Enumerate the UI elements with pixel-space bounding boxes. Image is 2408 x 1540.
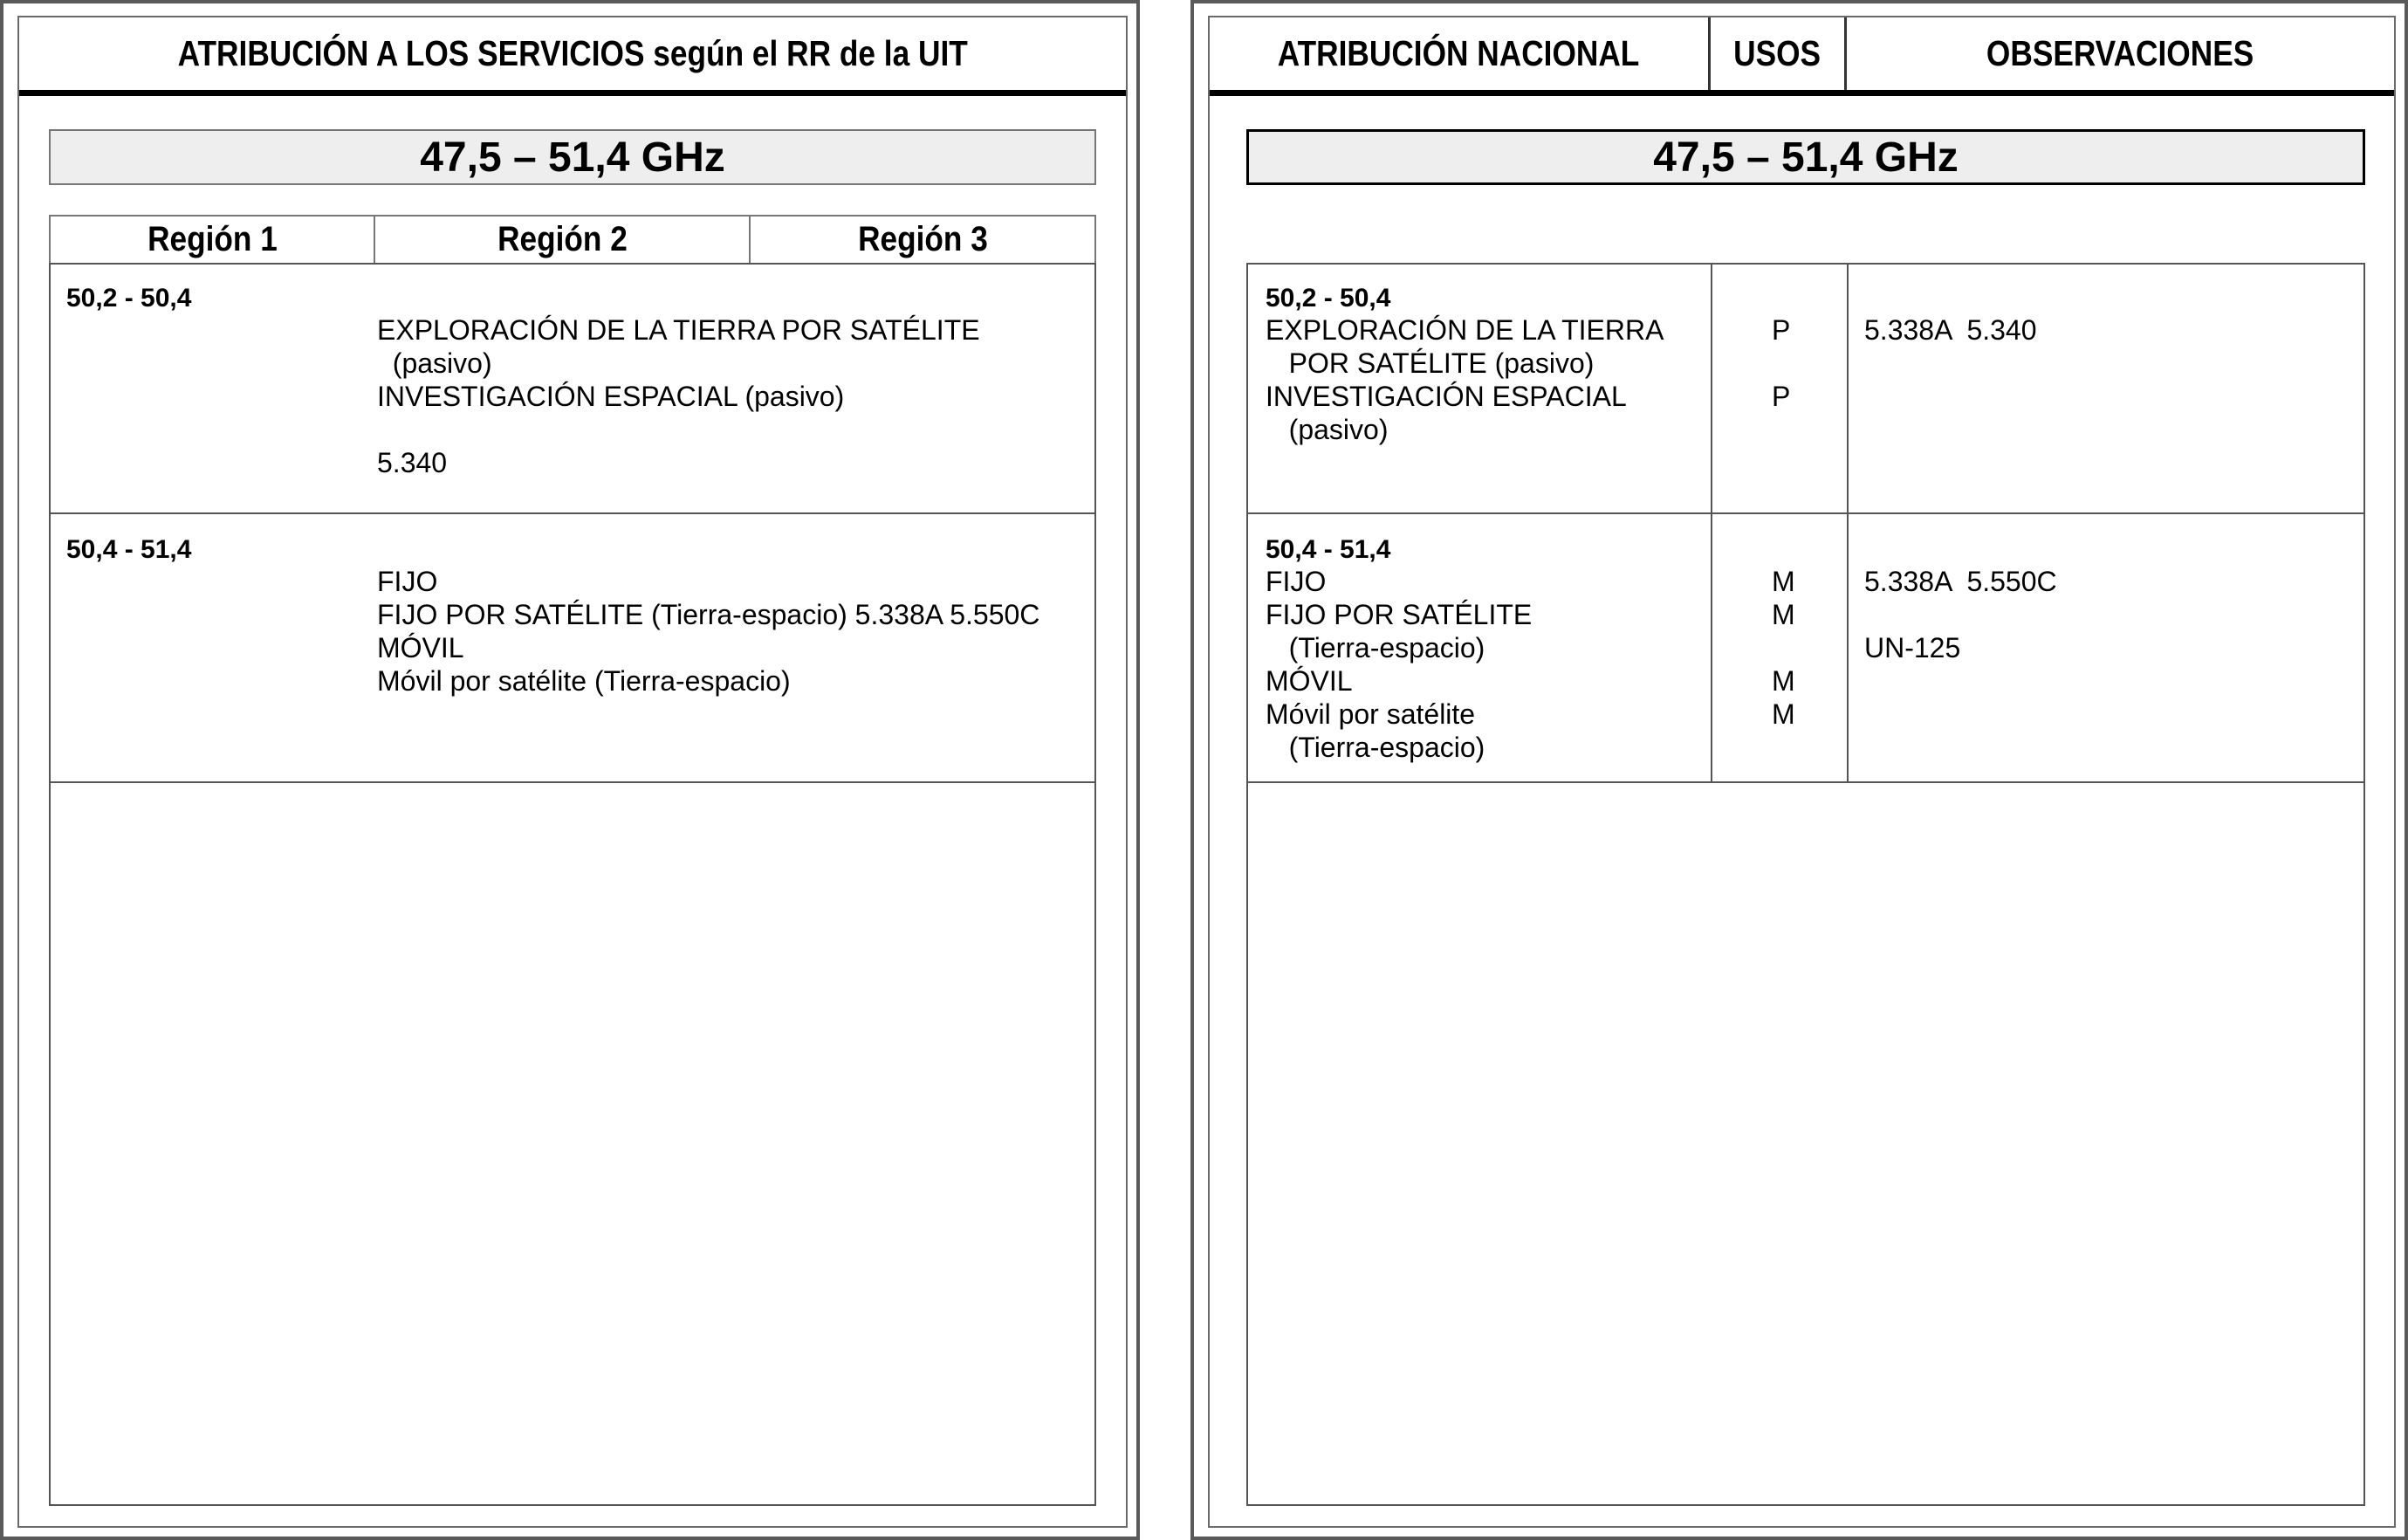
footnote-ref: 5.340	[377, 447, 448, 478]
region-1-header: Región 1	[51, 217, 375, 263]
service-line: INVESTIGACIÓN ESPACIAL (pasivo)	[377, 381, 845, 412]
frequency-range: 50,4 - 51,4	[1266, 535, 1391, 564]
usage-code: M	[1772, 599, 1795, 630]
table-row	[1248, 265, 2363, 514]
national-allocation-frame	[1208, 16, 2396, 1528]
region-3-header: Región 3	[857, 220, 988, 258]
service-line: (pasivo)	[377, 347, 492, 379]
table-row	[51, 514, 1094, 783]
service-line: MÓVIL	[1266, 665, 1353, 697]
service-line: FIJO	[377, 566, 438, 597]
table-row	[1248, 514, 2363, 783]
itu-allocation-table	[49, 263, 1096, 1506]
observation-text: 5.338A 5.550C	[1864, 566, 2057, 597]
service-line: FIJO POR SATÉLITE	[1266, 599, 1533, 630]
frequency-range: 50,2 - 50,4	[66, 284, 192, 313]
service-line: INVESTIGACIÓN ESPACIAL	[1266, 381, 1627, 412]
service-line: MÓVIL	[377, 632, 464, 663]
frequency-range: 50,2 - 50,4	[1266, 284, 1391, 313]
national-allocation-header	[1210, 17, 2394, 96]
service-line: EXPLORACIÓN DE LA TIERRA POR SATÉLITE	[377, 314, 980, 346]
usage-code: M	[1772, 665, 1795, 697]
service-line: (Tierra-espacio)	[1266, 732, 1485, 763]
table-row	[51, 265, 1094, 514]
region-2-header: Región 2	[375, 217, 751, 263]
service-line: EXPLORACIÓN DE LA TIERRA	[1266, 314, 1664, 346]
itu-allocation-frame	[17, 16, 1128, 1528]
observaciones-header: OBSERVACIONES	[1986, 33, 2254, 73]
national-allocation-table	[1246, 263, 2365, 1506]
usage-code: P	[1772, 381, 1791, 412]
usos-header: USOS	[1711, 17, 1847, 90]
itu-allocation-title: ATRIBUCIÓN A LOS SERVICIOS según el RR de la UIT	[177, 33, 968, 73]
region-header-row	[49, 215, 1096, 265]
service-line: Móvil por satélite (Tierra-espacio)	[377, 665, 791, 697]
usage-code: P	[1772, 314, 1791, 346]
service-line: POR SATÉLITE (pasivo)	[1266, 347, 1595, 379]
frequency-band-title: 47,5 – 51,4 GHz	[1246, 129, 2365, 185]
service-line: (pasivo)	[1266, 414, 1389, 445]
national-allocation-panel	[1190, 0, 2408, 1540]
observation-text: UN-125	[1864, 632, 1961, 663]
frequency-range: 50,4 - 51,4	[66, 535, 192, 564]
usage-code: M	[1772, 566, 1795, 597]
itu-allocation-panel	[0, 0, 1140, 1540]
itu-allocation-header	[19, 17, 1126, 96]
observation-text: 5.338A 5.340	[1864, 314, 2037, 346]
atribucion-nacional-header: ATRIBUCIÓN NACIONAL	[1210, 17, 1711, 90]
usage-code: M	[1772, 698, 1795, 730]
service-line: FIJO	[1266, 566, 1327, 597]
service-line: FIJO POR SATÉLITE (Tierra-espacio) 5.338A 5.550C	[377, 599, 1040, 630]
service-line: (Tierra-espacio)	[1266, 632, 1485, 663]
service-line: Móvil por satélite	[1266, 698, 1476, 730]
frequency-band-title: 47,5 – 51,4 GHz	[49, 129, 1096, 185]
